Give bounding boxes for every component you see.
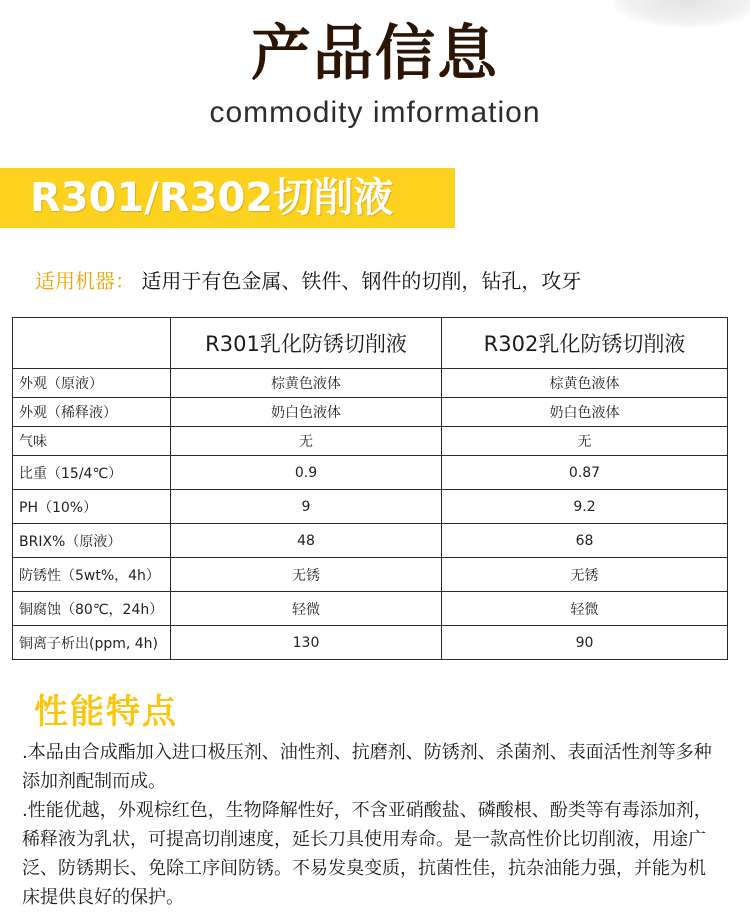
row-label: BRIX%（原液）: [13, 524, 171, 558]
row-label: 铜离子析出(ppm, 4h): [13, 626, 171, 660]
applicable-machines: [35, 266, 581, 296]
table-cell: 棕黄色液体: [171, 369, 442, 398]
table-cell: 棕黄色液体: [442, 369, 728, 398]
table-cell: 130: [171, 626, 442, 660]
table-cell: 奶白色液体: [442, 398, 728, 427]
row-label: 外观（原液）: [13, 369, 171, 398]
table-cell: 奶白色液体: [171, 398, 442, 427]
table-row: [13, 524, 728, 558]
table-row: [13, 592, 728, 626]
row-label: 外观（稀释液）: [13, 398, 171, 427]
table-row: [13, 456, 728, 490]
table-cell: 轻微: [442, 592, 728, 626]
table-header-row: [13, 318, 728, 369]
table-cell: 9.2: [442, 490, 728, 524]
table-row: [13, 427, 728, 456]
table-cell: 9: [171, 490, 442, 524]
row-label: 气味: [13, 427, 171, 456]
spec-table: [12, 317, 728, 660]
table-row: [13, 558, 728, 592]
product-banner: [0, 168, 455, 228]
machine-value: 适用于有色金属、铁件、钢件的切削，钻孔，攻牙: [141, 269, 582, 293]
table-header-cell: [13, 318, 171, 369]
page-header: [0, 18, 750, 130]
table-cell: 无锈: [171, 558, 442, 592]
row-label: PH（10%）: [13, 490, 171, 524]
table-cell: 0.9: [171, 456, 442, 490]
table-cell: 无: [442, 427, 728, 456]
features-heading: 性能特点: [34, 692, 178, 732]
table-row: [13, 398, 728, 427]
machine-label: 适用机器：: [35, 269, 135, 293]
row-label: 比重（15/4℃）: [13, 456, 171, 490]
table-header-cell: R301乳化防锈切削液: [171, 318, 442, 369]
row-label: 防锈性（5wt%，4h）: [13, 558, 171, 592]
table-cell: 0.87: [442, 456, 728, 490]
row-label: 铜腐蚀（80℃，24h）: [13, 592, 171, 626]
table-cell: 无锈: [442, 558, 728, 592]
page-subtitle: commodity imformation: [209, 96, 541, 129]
table-cell: 轻微: [171, 592, 442, 626]
table-row: [13, 490, 728, 524]
feature-paragraph: .本品由合成酯加入进口极压剂、油性剂、抗磨剂、防锈剂、杀菌剂、表面活性剂等多种添加剂配制而成。: [22, 742, 712, 792]
table-row: [13, 626, 728, 660]
product-name: R301/R302切削液: [30, 175, 394, 221]
table-row: [13, 369, 728, 398]
table-cell: 48: [171, 524, 442, 558]
table-cell: 68: [442, 524, 728, 558]
table-cell: 无: [171, 427, 442, 456]
page-title: 产品信息: [251, 19, 499, 89]
table-header-cell: R302乳化防锈切削液: [442, 318, 728, 369]
table-cell: 90: [442, 626, 728, 660]
feature-paragraph: .性能优越，外观棕红色，生物降解性好，不含亚硝酸盐、磷酸根、酚类等有毒添加剂，稀释液为乳状，可提高切削速度，延长刀具使用寿命。是一款高性价比切削液，用途广泛、防锈期长、免除工序间防锈。不易发臭变质，抗菌性佳，抗杂油能力强，并能为机床提供良好的保护。: [22, 800, 712, 908]
features-body: [22, 738, 722, 912]
